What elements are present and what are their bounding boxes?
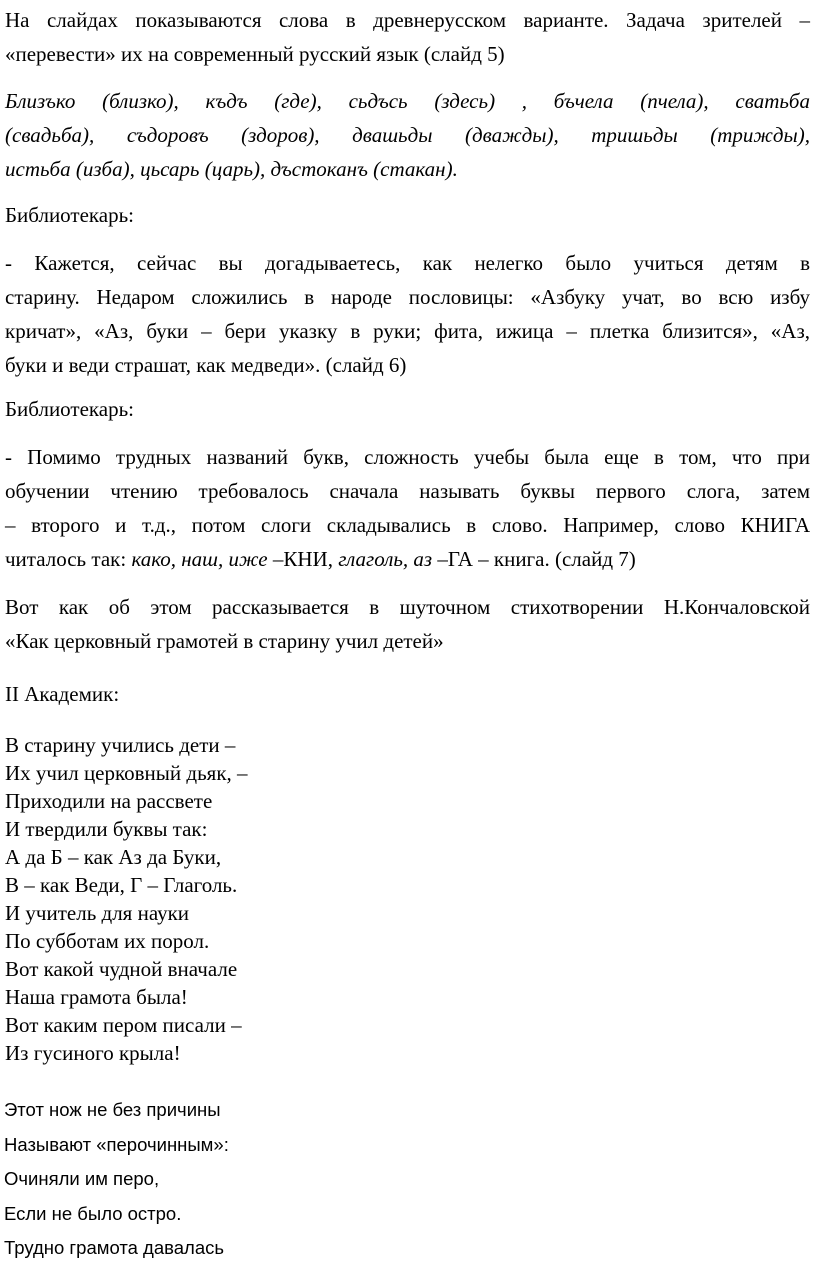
poem-intro-line-1: Вот как об этом рассказывается в шуточном стихотворении Н.Кончаловской	[5, 595, 810, 619]
intro-line-1: На слайдах показываются слова в древнерусском варианте. Задача зрителей –	[5, 8, 810, 32]
poem-intro-line-2: «Как церковный грамотей в старину учил детей»	[5, 629, 444, 653]
poem-line: А да Б – как Аз да Буки,	[5, 845, 222, 869]
old-russian-words-paragraph	[0, 84, 816, 186]
method-line-3: – второго и т.д., потом слоги складывались в слово. Например, слово КНИГА	[5, 513, 810, 537]
poem-stanza-sans	[0, 1093, 816, 1266]
method-line-4-plain-b: –КНИ,	[267, 547, 339, 571]
poem-line: И твердили буквы так:	[5, 817, 208, 841]
speaker-academic: II Академик:	[5, 682, 120, 706]
method-line-4	[0, 542, 816, 576]
old-words-line-2: (свадьба), съдоровъ (здоров), двашьды (дважды), тришьды (трижды),	[5, 123, 810, 147]
poem-line: Вот каким пером писали –	[5, 1013, 242, 1037]
poem-line: Трудно грамота давалась	[4, 1237, 225, 1258]
method-line-1: - Помимо трудных названий букв, сложность учебы была еще в том, что при	[5, 445, 810, 469]
poem-line: Этот нож не без причины	[4, 1099, 221, 1120]
method-line-4-plain-a: читалось так:	[5, 547, 132, 571]
poem-line: И учитель для науки	[5, 901, 190, 925]
old-words-line-3: истьба (изба), цьсарь (царь), дъстоканъ (стакан).	[5, 157, 458, 181]
proverbs-line-3: кричат», «Аз, буки – бери указку в руки; фита, ижица – плетка близится», «Аз,	[5, 319, 810, 343]
method-line-4-italic-b: глаголь, аз	[338, 547, 433, 571]
method-line-2: обучении чтению требовалось сначала называть буквы первого слога, затем	[5, 479, 810, 503]
proverbs-line-2: старину. Недаром сложились в народе пословицы: «Азбуку учат, во всю избу	[5, 285, 810, 309]
poem-line: Вот какой чудной вначале	[5, 957, 238, 981]
poem-line: Их учил церковный дьяк, –	[5, 761, 248, 785]
poem-line: По субботам их порол.	[5, 929, 210, 953]
poem-line: Наша грамота была!	[5, 985, 188, 1009]
intro-paragraph	[0, 3, 816, 71]
poem-line: Из гусиного крыла!	[5, 1041, 181, 1065]
librarian-proverbs-paragraph	[0, 246, 816, 382]
intro-line-2: «перевести» их на современный русский язык (слайд 5)	[5, 42, 505, 66]
reading-method-paragraph	[0, 440, 816, 576]
poem-line: Называют «перочинным»:	[4, 1133, 229, 1155]
speaker-librarian-1: Библиотекарь:	[5, 203, 135, 227]
poem-line: Если не было остро.	[4, 1202, 182, 1224]
proverbs-line-1: - Кажется, сейчас вы догадываетесь, как нелегко было учиться детям в	[5, 251, 810, 275]
poem-intro-paragraph	[0, 590, 816, 658]
proverbs-line-4: буки и веди страшат, как медведи». (слайд 6)	[5, 353, 407, 377]
speaker-librarian-2: Библиотекарь:	[5, 397, 135, 421]
poem-line: Приходили на рассвете	[5, 789, 213, 813]
method-line-4-italic-a: како, наш, иже	[131, 547, 268, 571]
poem-line: В – как Веди, Г – Глаголь.	[5, 873, 238, 897]
old-words-line-1: Близъко (близко), къдъ (где), сьдъсь (здесь) , бъчела (пчела), сватьба	[5, 89, 810, 113]
poem-stanza	[0, 731, 816, 1067]
poem-line: Очиняли им перо,	[4, 1168, 160, 1189]
poem-line: В старину учились дети –	[5, 733, 236, 757]
method-line-4-plain-c: –ГА – книга. (слайд 7)	[432, 547, 636, 571]
